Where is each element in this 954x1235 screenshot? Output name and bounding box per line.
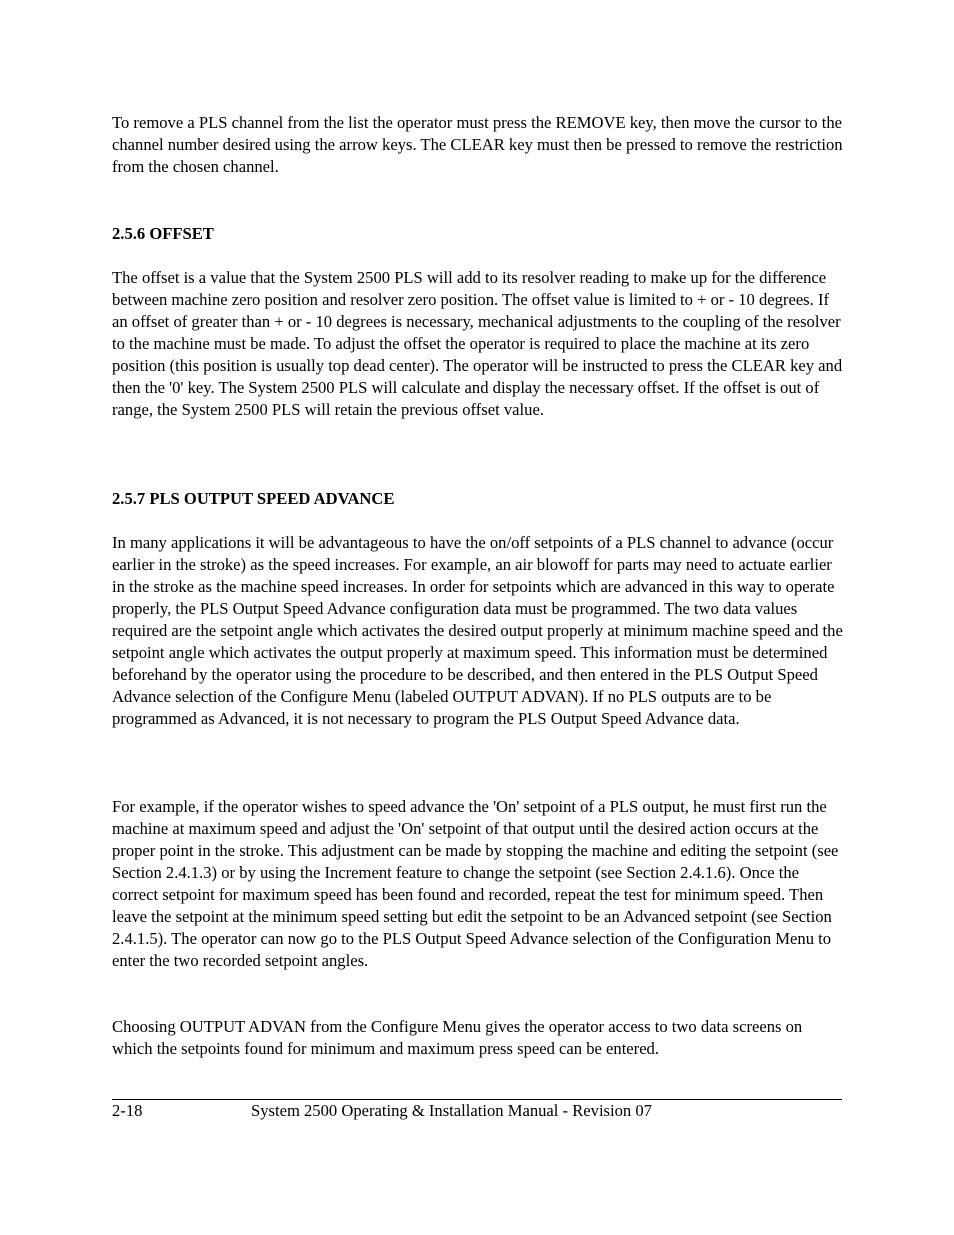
paragraph-text: The offset is a value that the System 2500 PLS will add to its resolver reading to make up for the difference between machine zero position and resolver zero position. The offset value is limited to + or - 10 degrees. If an offset of greater than + or - 10 degrees is necessary, mechanical adjustments to the coupling of the resolver to the machine must be made. To adjust the offset the operator is required to place the machine at its zero position (this position is usually top dead center). The operator will be instructed to press the CLEAR key and then the '0' key. The System 2500 PLS will calculate and display the necessary offset. If the offset is out of range, the System 2500 PLS will retain the previous offset value.: [112, 268, 843, 419]
paragraph-offset: [112, 267, 844, 421]
paragraph-text: In many applications it will be advantageous to have the on/off setpoints of a PLS channel to advance (occur earlier in the stroke) as the speed increases. For example, an air blowoff for parts may need to actuate earlier in the stroke as the machine speed increases. In order for setpoints which are advanced in this way to operate properly, the PLS Output Speed Advance configuration data must be programmed. The two data values required are the setpoint angle which activates the desired output properly at minimum machine speed and the setpoint angle which activates the output properly at maximum speed. This information must be determined beforehand by the operator using the procedure to be described, and then entered in the PLS Output Speed Advance selection of the Configure Menu (labeled OUTPUT ADVAN). If no PLS outputs are to be programmed as Advanced, it is not necessary to program the PLS Output Speed Advance data.: [112, 533, 843, 728]
page-number: 2-18: [112, 1101, 143, 1120]
paragraph-text: Choosing OUTPUT ADVAN from the Configure Menu gives the operator access to two data screens on which the setpoints found for minimum and maximum press speed can be entered.: [112, 1017, 803, 1058]
footer-title: System 2500 Operating & Installation Manual - Revision 07: [251, 1101, 652, 1120]
paragraph-remove-channel: [112, 112, 844, 178]
paragraph-text: For example, if the operator wishes to speed advance the 'On' setpoint of a PLS output, he must first run the machine at maximum speed and adjust the 'On' setpoint of that output until the desired action occurs at the proper point in the stroke. This adjustment can be made by stopping the machine and editing the setpoint (see Section 2.4.1.3) or by using the Increment feature to change the setpoint (see Section 2.4.1.6). Once the correct setpoint for maximum speed has been found and recorded, repeat the test for minimum speed. Then leave the setpoint at the minimum speed setting but edit the setpoint to be an Advanced setpoint (see Section 2.4.1.5). The operator can now go to the PLS Output Speed Advance selection of the Configuration Menu to enter the two recorded setpoint angles.: [112, 797, 839, 970]
heading-text: 2.5.7 PLS OUTPUT SPEED ADVANCE: [112, 489, 395, 508]
paragraph-output-advan: [112, 1016, 844, 1060]
paragraph-speed-advance-intro: [112, 532, 844, 730]
paragraph-text: To remove a PLS channel from the list the operator must press the REMOVE key, then move the cursor to the channel number desired using the arrow keys. The CLEAR key must then be pressed to remove the restriction from the chosen channel.: [112, 113, 843, 176]
paragraph-speed-advance-example: [112, 796, 844, 972]
heading-text: 2.5.6 OFFSET: [112, 224, 214, 243]
section-heading-offset: [112, 223, 844, 245]
section-heading-speed-advance: [112, 488, 844, 510]
